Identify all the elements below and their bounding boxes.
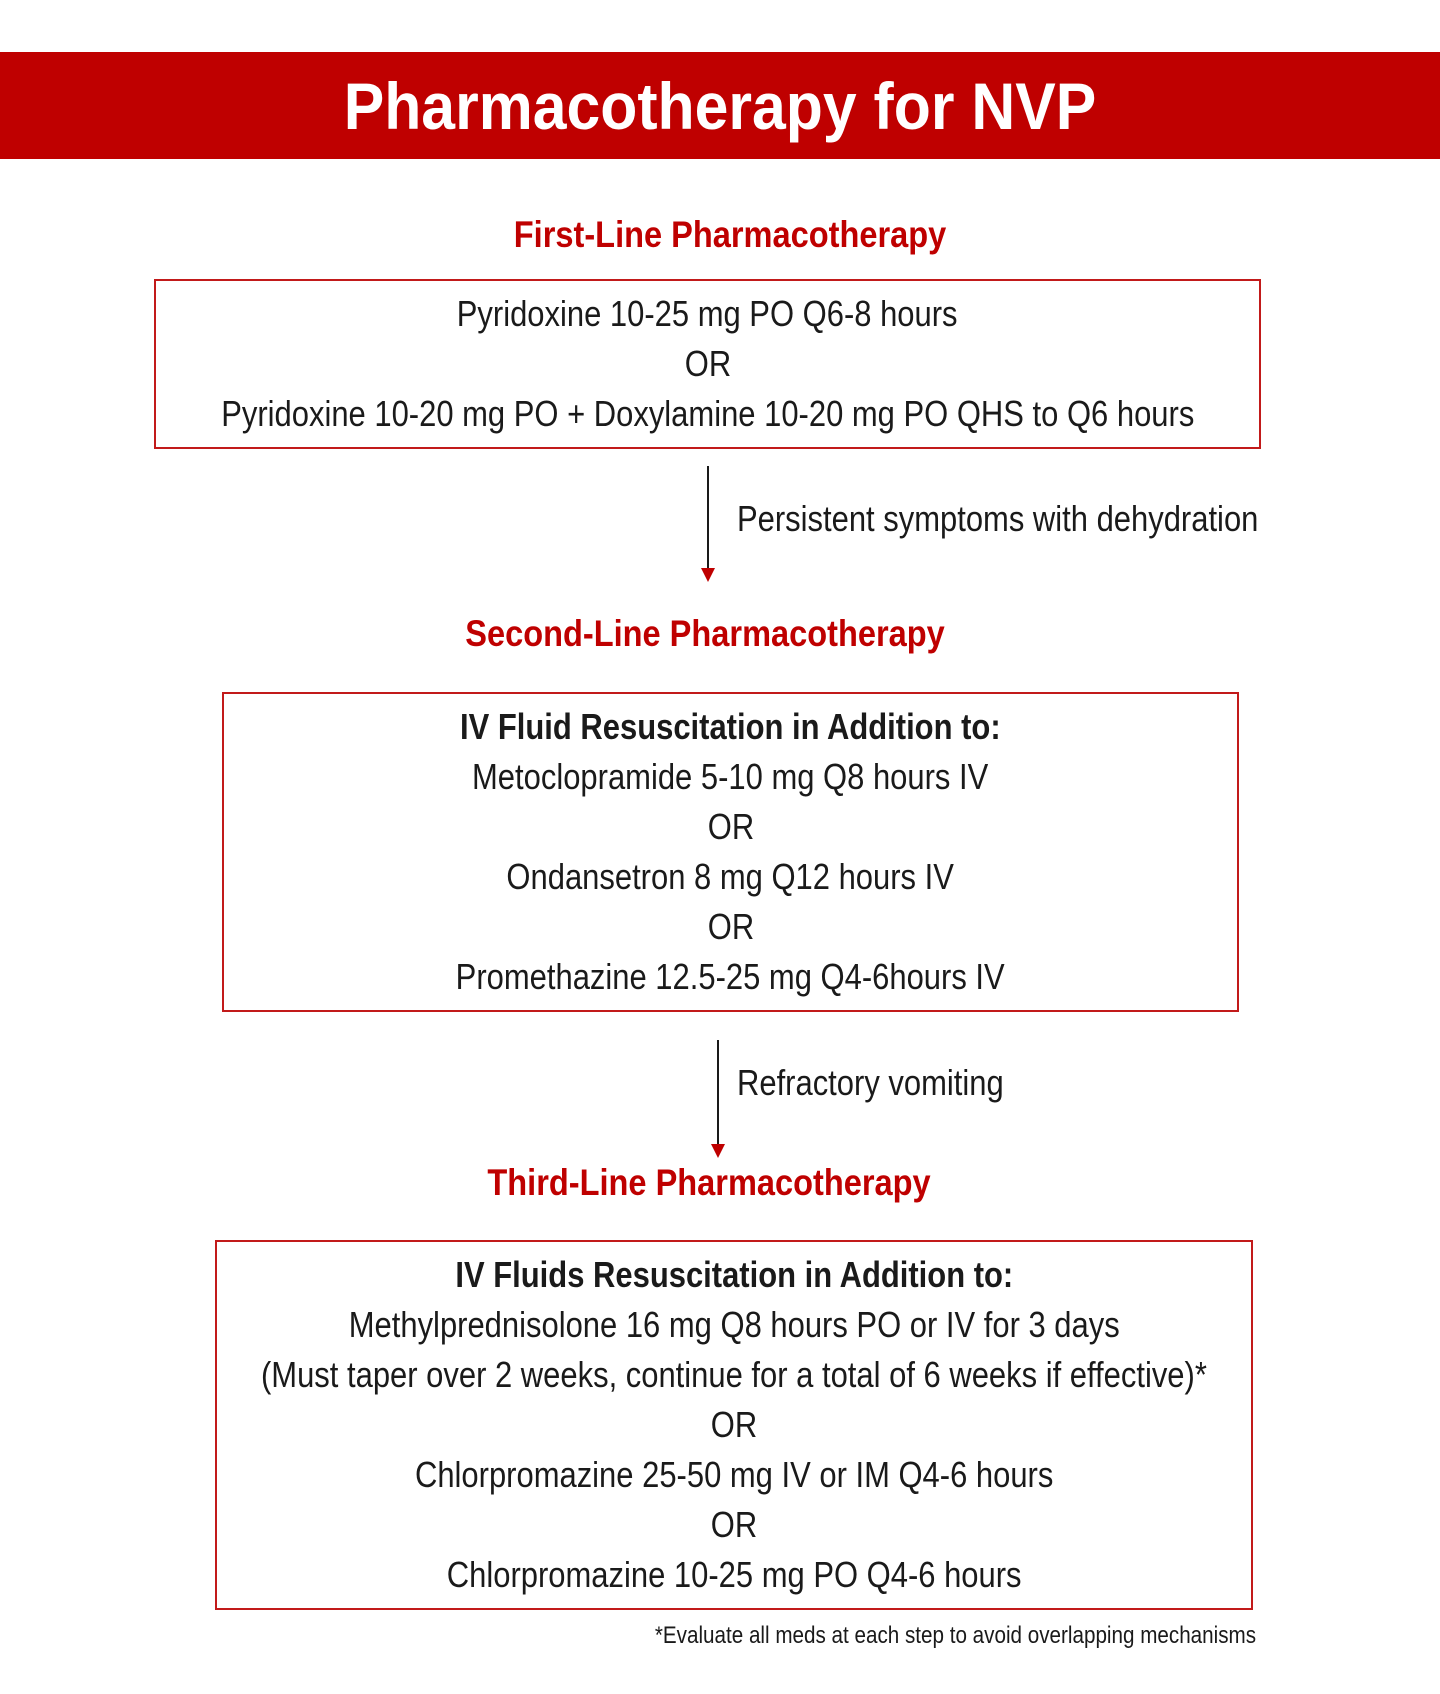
second-line-option-1: Metoclopramide 5-10 mg Q8 hours IV [472, 756, 989, 797]
third-line-option-1: Methylprednisolone 16 mg Q8 hours PO or IV for 3 days [348, 1304, 1120, 1345]
second-line-or-2: OR [707, 906, 754, 947]
second-line-heading: Second-Line Pharmacotherapy [465, 613, 945, 654]
third-line-intro: IV Fluids Resuscitation in Addition to: [455, 1254, 1013, 1295]
first-line-heading: First-Line Pharmacotherapy [513, 214, 947, 255]
third-line-option-3: Chlorpromazine 10-25 mg PO Q4-6 hours [446, 1554, 1022, 1595]
third-line-box [215, 1240, 1253, 1610]
third-line-or-2: OR [710, 1504, 758, 1545]
third-line-or-1: OR [710, 1404, 758, 1445]
transition-label-2: Refractory vomiting [737, 1062, 1004, 1103]
page-title: Pharmacotherapy for NVP [343, 68, 1097, 143]
down-arrow-1 [696, 466, 720, 584]
down-arrow-2 [706, 1040, 730, 1160]
first-line-box [154, 279, 1261, 449]
second-line-option-2: Ondansetron 8 mg Q12 hours IV [506, 856, 955, 897]
second-line-intro: IV Fluid Resuscitation in Addition to: [460, 706, 1001, 747]
title-banner [0, 52, 1440, 159]
first-line-option-2: Pyridoxine 10-20 mg PO + Doxylamine 10-20 mg PO QHS to Q6 hours [220, 393, 1195, 434]
third-line-heading: Third-Line Pharmacotherapy [487, 1162, 931, 1203]
first-line-option-1: Pyridoxine 10-25 mg PO Q6-8 hours [457, 293, 958, 334]
second-line-option-3: Promethazine 12.5-25 mg Q4-6hours IV [456, 956, 1005, 997]
transition-label-1: Persistent symptoms with dehydration [737, 498, 1259, 539]
third-line-option-1-note: (Must taper over 2 weeks, continue for a total of 6 weeks if effective)* [261, 1354, 1207, 1395]
third-line-option-2: Chlorpromazine 25-50 mg IV or IM Q4-6 hours [414, 1454, 1054, 1495]
first-line-or-1: OR [684, 343, 731, 384]
second-line-box [222, 692, 1239, 1012]
second-line-or-1: OR [707, 806, 754, 847]
footnote: *Evaluate all meds at each step to avoid overlapping mechanisms [654, 1622, 1256, 1649]
